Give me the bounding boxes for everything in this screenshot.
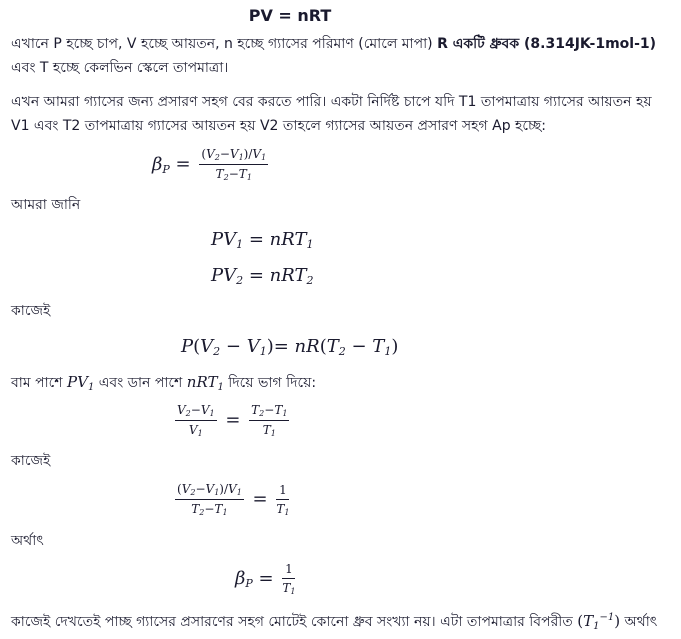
closing-text: কাজেই দেখতেই পাচ্ছ গ্যাসের প্রসারণের সহগ মোটেই কোনো ধ্রুব সংখ্যা নয়। এটা তাপমাত্রার বিপরীত xyxy=(11,614,578,630)
equation-beta-result: $\beta_P$ = $\frac{1}{T_1}$ xyxy=(235,562,296,596)
equation-difference: $P(V_2 - V_1)= nR(T_2 - T_1)$ xyxy=(181,336,399,358)
therefore-label-1: কাজেই xyxy=(11,303,51,319)
divide-post: দিয়ে ভাগ দিয়ে: xyxy=(223,375,317,391)
intro-paragraph xyxy=(11,32,673,80)
equation-beta-definition: $\beta_P$ = $\frac{(V_2-V_1)/V_1}{T_2-T_1}$ xyxy=(152,147,267,182)
we-know-label: আমরা জানি xyxy=(11,197,81,213)
equation-ratio-reduced: $\frac{(V_2-V_1)/V_1}{T_2-T_1}$ = $\frac{1}{T_1}$ xyxy=(177,482,290,517)
closing-after: অর্থাৎ xyxy=(620,614,658,630)
expansion-paragraph: এখন আমরা গ্যাসের জন্য প্রসারণ সহগ বের করতে পারি। একটা নির্দিষ্ট চাপে যদি T1 তাপমাত্রায় গ্যাসের আয়তন হয় V1 এবং T2 তাপমাত্রায় গ্যাসের আয়তন হয় V2 তাহলে গ্যাসের আয়তন প্রসারণ সহগ Ap হচ্ছে: xyxy=(11,94,652,134)
equation-ratio: $\frac{V_2-V_1}{V_1}$ = $\frac{T_2-T_1}{T_1}$ xyxy=(177,403,288,438)
therefore-label-2: কাজেই xyxy=(11,453,51,469)
intro-text-end: এবং T হচ্ছে কেলভিন স্কেলে তাপমাত্রা। xyxy=(11,60,229,76)
page-title: PV = nRT xyxy=(248,6,332,25)
divide-paragraph: বাম পাশে $PV_1$ এবং ডান পাশে nRT$_1$ দিয়ে ভাগ দিয়ে: xyxy=(11,373,317,393)
equation-state-2: $PV_2 = nRT_2$ xyxy=(211,265,314,287)
meaning-label: অর্থাৎ xyxy=(11,533,44,549)
closing-paragraph: কাজেই দেখতেই পাচ্ছ গ্যাসের প্রসারণের সহগ মোটেই কোনো ধ্রুব সংখ্যা নয়। এটা তাপমাত্রার বিপরীত $(T_1^{-1})$ অর্থাৎ xyxy=(11,612,658,632)
intro-constant: R একটি ধ্রুবক (8.314JK-1mol-1) xyxy=(437,36,657,52)
equation-state-1: $PV_1 = nRT_1$ xyxy=(211,229,314,251)
intro-text: এখানে P হচ্ছে চাপ, V হচ্ছে আয়তন, n হচ্ছে গ্যাসের পরিমাণ (মোলে মাপা) xyxy=(11,36,438,52)
divide-mid: এবং ডান পাশে xyxy=(94,375,187,391)
divide-pre: বাম পাশে xyxy=(11,375,67,391)
